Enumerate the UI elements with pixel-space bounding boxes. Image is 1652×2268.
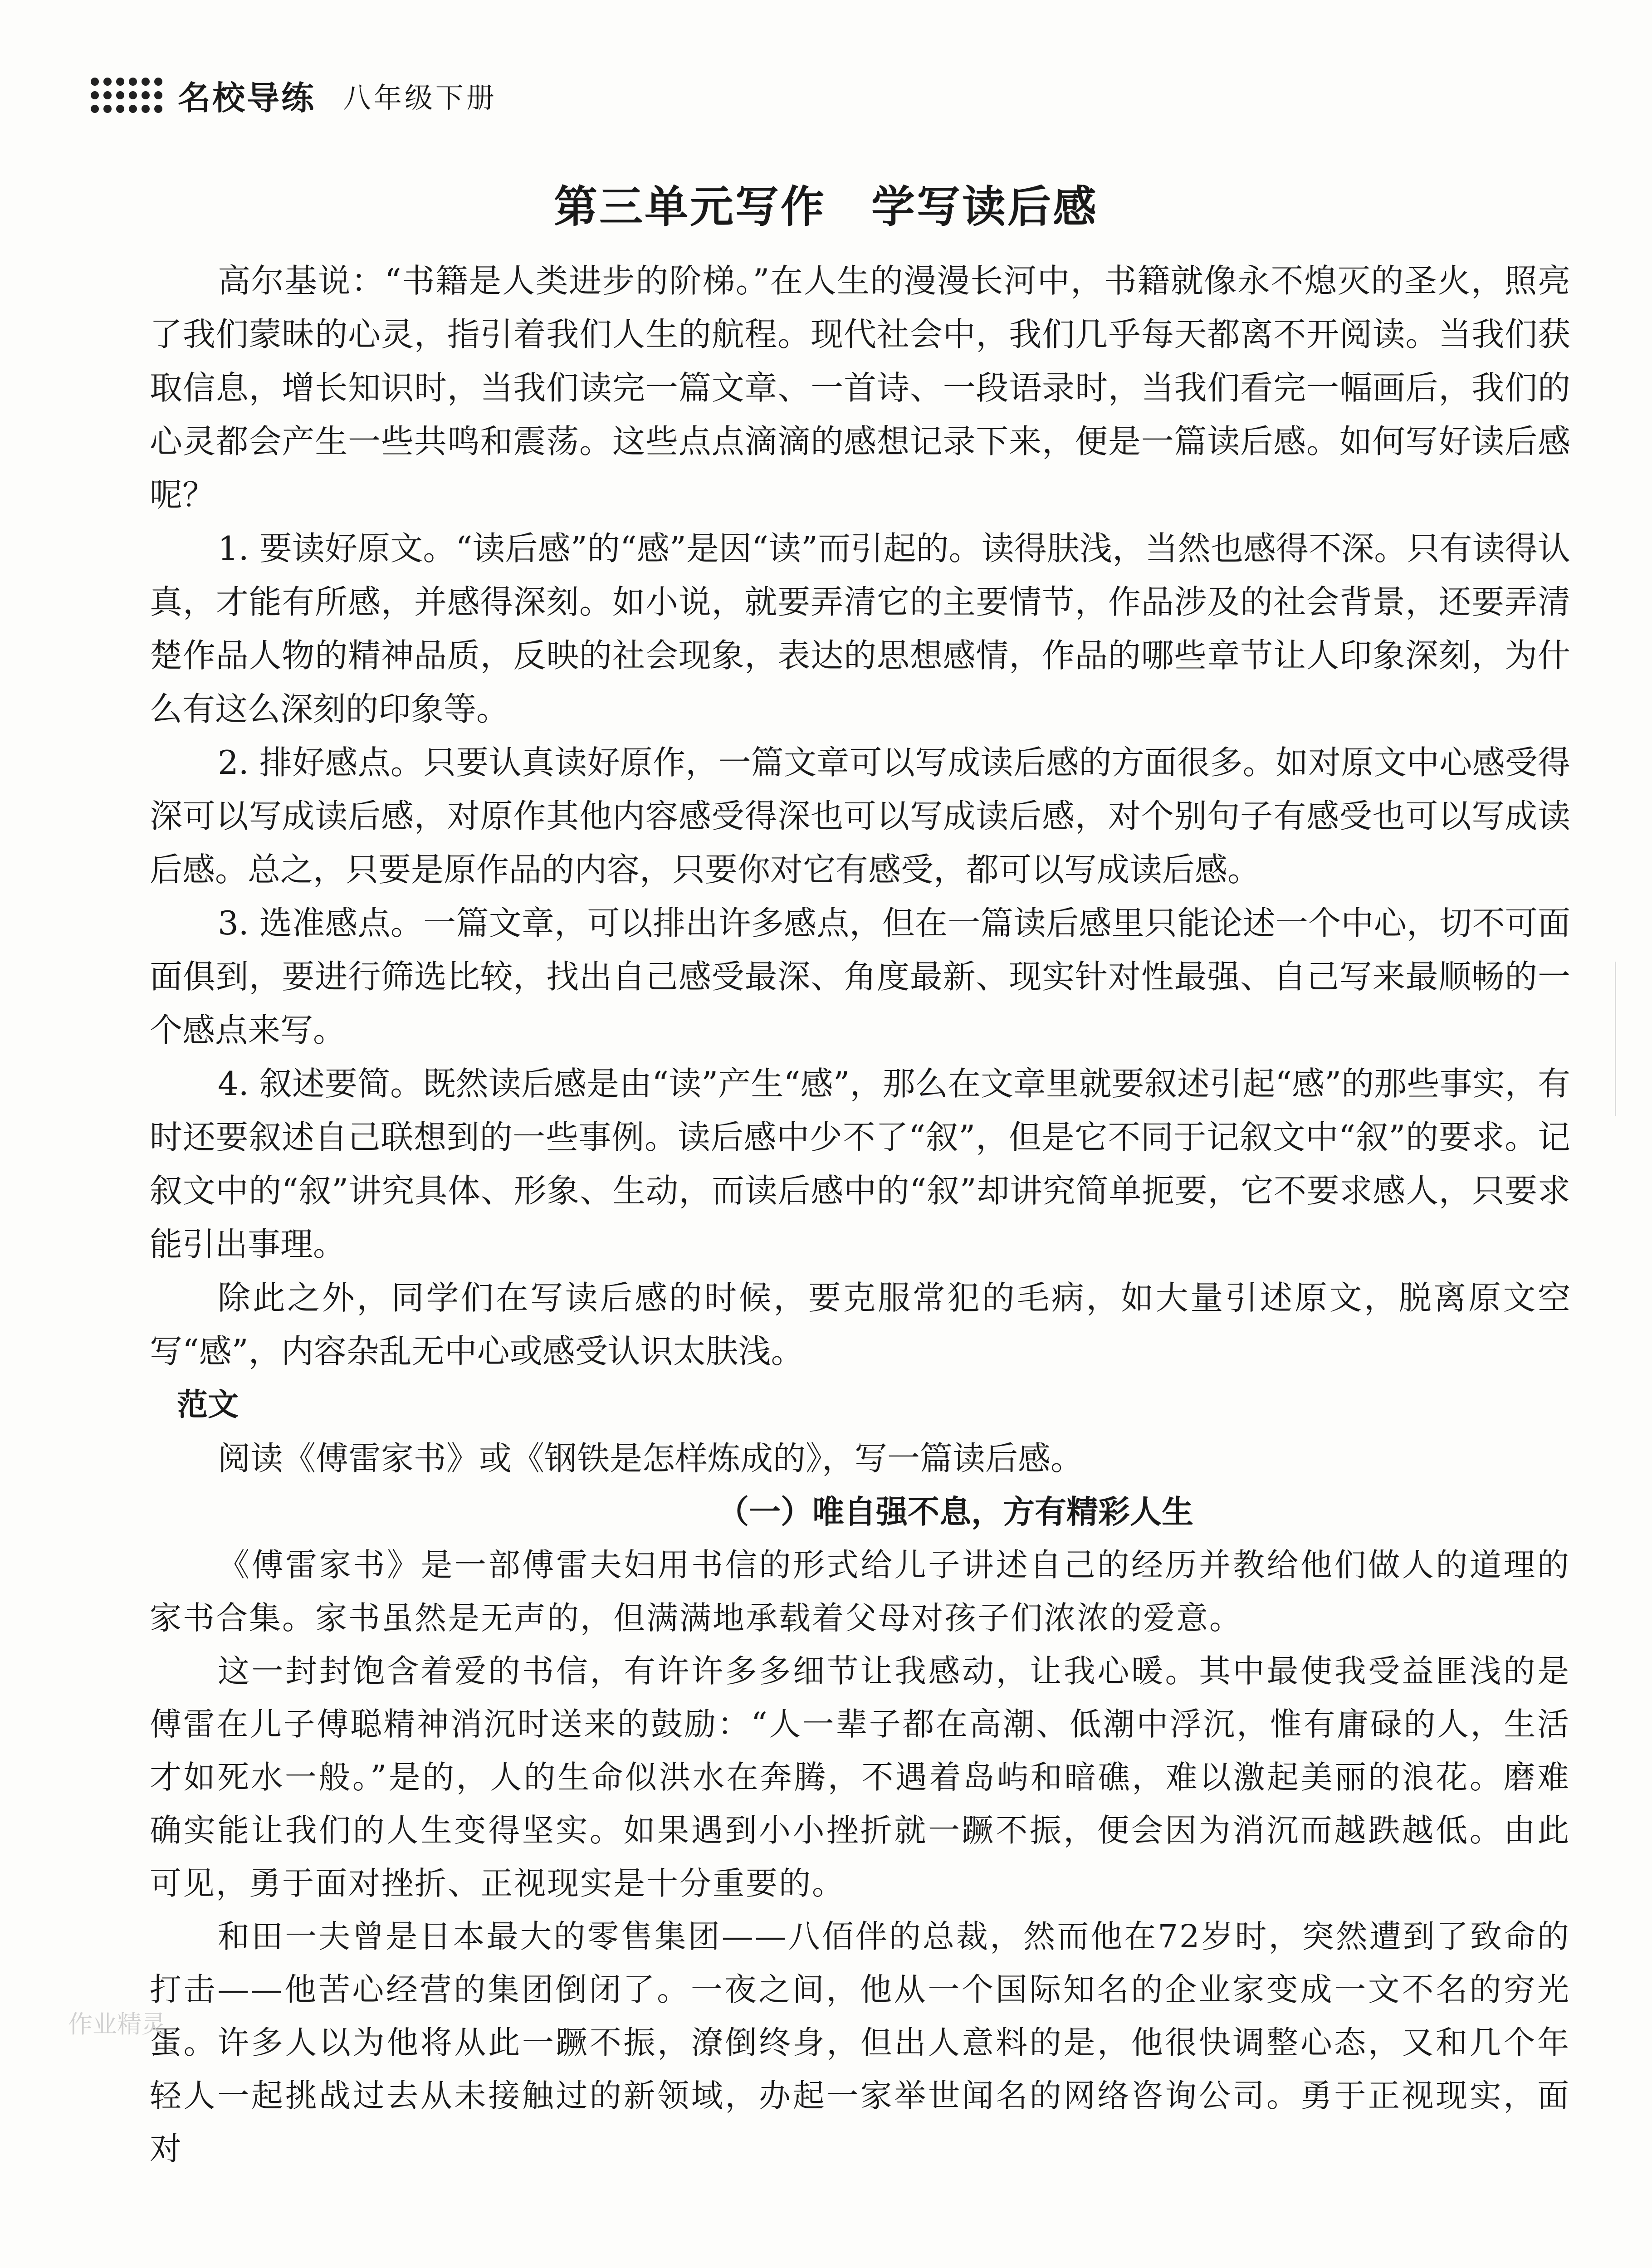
model-essay: [150, 1539, 1570, 2175]
essay-title: （一）唯自强不息，方有精彩人生: [717, 1493, 1193, 1530]
tip-paragraph-1: 1. 要读好原文。“读后感”的“感”是因“读”而引起的。读得肤浅，当然也感得不深。只有读得认真，才能有所感，并感得深刻。如小说，就要弄清它的主要情节，作品涉及的社会背景，还要弄清楚作品人物的精神品质，反映的社会现象，表达的思想感情，作品的哪些章节让人印象深刻，为什么有这么深刻的印象等。: [150, 529, 1570, 728]
dots-ornament-icon: [91, 78, 162, 113]
scan-artifact: [1615, 962, 1616, 1116]
brand-name: 名校导练: [178, 79, 316, 117]
essay-paragraph: 这一封封饱含着爱的书信，有许许多多细节让我感动，让我心暖。其中最使我受益匪浅的是傅雷在儿子傅聪精神消沉时送来的鼓励：“人一辈子都在高潮、低潮中浮沉，惟有庸碌的人，生活才如死水一般。”是的，人的生命似洪水在奔腾，不遇着岛屿和暗礁，难以激起美丽的浪花。磨难确实能让我们的人生变得坚实。如果遇到小小挫折就一蹶不振，便会因为消沉而越跌越低。由此可见，勇于面对挫折、正视现实是十分重要的。: [150, 1652, 1570, 1902]
tip-paragraph-4: 4. 叙述要简。既然读后感是由“读”产生“感”，那么在文章里就要叙述引起“感”的那些事实，有时还要叙述自己联想到的一些事例。读后感中少不了“叙”，但是它不同于记叙文中“叙”的要求。记叙文中的“叙”讲究具体、形象、生动，而读后感中的“叙”却讲究简单扼要，它不要求感人，只要求能引出事理。: [150, 1065, 1570, 1263]
watermark: [68, 2263, 166, 2268]
watermark: 作业精灵: [68, 2010, 166, 2038]
intro-paragraph: 高尔基说：“书籍是人类进步的阶梯。”在人生的漫漫长河中，书籍就像永不熄灭的圣火，照亮了我们蒙昧的心灵，指引着我们人生的航程。现代社会中，我们几乎每天都离不开阅读。当我们获取信息，增长知识时，当我们读完一篇文章、一首诗、一段语录时，当我们看完一幅画后，我们的心灵都会产生一些共鸣和震荡。这些点点滴滴的感想记录下来，便是一篇读后感。如何写好读后感呢？: [150, 262, 1570, 514]
model-essay-label: 范文: [177, 1387, 239, 1423]
task-paragraph: 阅读《傅雷家书》或《钢铁是怎样炼成的》，写一篇读后感。: [218, 1439, 1084, 1477]
closing-paragraph: 除此之外，同学们在写读后感的时候，要克服常犯的毛病，如大量引述原文，脱离原文空写“感”，内容杂乱无中心或感受认识太肤浅。: [150, 1279, 1570, 1370]
grade-label: 八年级下册: [343, 81, 498, 114]
page-title: 第三单元写作 学写读后感: [554, 181, 1098, 232]
essay-paragraph: 和田一夫曾是日本最大的零售集团——八佰伴的总裁，然而他在72岁时，突然遭到了致命的打击——他苦心经营的集团倒闭了。一夜之间，他从一个国际知名的企业家变成一文不名的穷光蛋。许多人以为他将从此一蹶不振，潦倒终身，但出人意料的是，他很快调整心态，又和几个年轻人一起挑战过去从未接触过的新领域，办起一家举世闻名的网络咨询公司。勇于正视现实，面对: [150, 1918, 1570, 2167]
essay-paragraph: 《傅雷家书》是一部傅雷夫妇用书信的形式给儿子讲述自己的经历并教给他们做人的道理的家书合集。家书虽然是无声的，但满满地承载着父母对孩子们浓浓的爱意。: [150, 1546, 1570, 1637]
tip-paragraph-3: 3. 选准感点。一篇文章，可以排出许多感点，但在一篇读后感里只能论述一个中心，切不可面面俱到，要进行筛选比较，找出自己感受最深、角度最新、现实针对性最强、自己写来最顺畅的一个感点来写。: [150, 904, 1570, 1049]
tip-paragraph-2: 2. 排好感点。只要认真读好原作，一篇文章可以写成读后感的方面很多。如对原文中心感受得深可以写成读后感，对原作其他内容感受得深也可以写成读后感，对个别句子有感受也可以写成读后感。总之，只要是原作品的内容，只要你对它有感受，都可以写成读后感。: [150, 743, 1570, 889]
article-body: [150, 254, 1570, 2175]
page-header: [91, 68, 497, 122]
